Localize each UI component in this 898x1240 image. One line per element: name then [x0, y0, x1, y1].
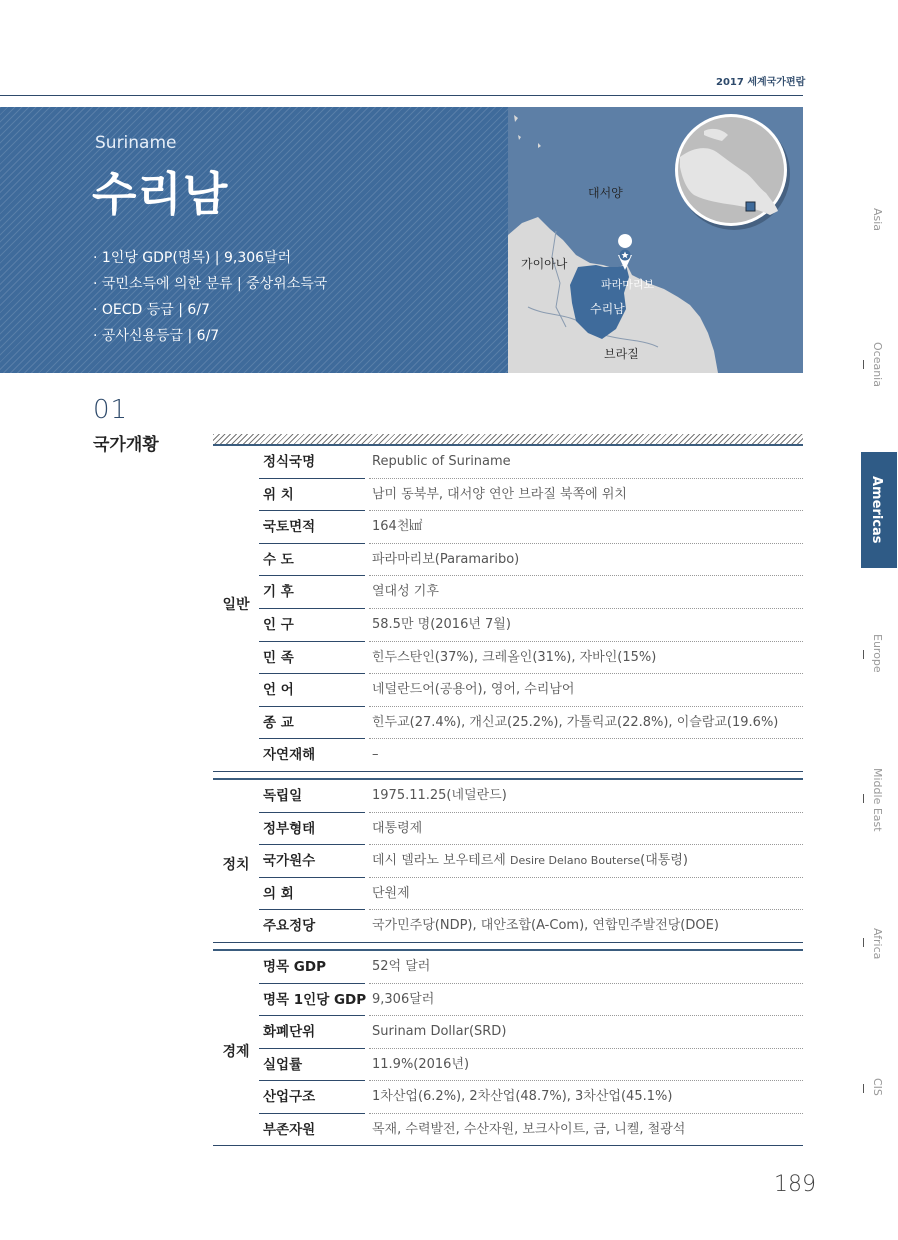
fact-credit-grade: · 공사신용등급 | 6/7 [93, 328, 220, 344]
table-row [259, 1081, 803, 1114]
table-row [259, 1049, 803, 1082]
side-tab-americas[interactable]: Americas [861, 452, 897, 568]
section-title: 국가개황 [93, 435, 159, 455]
row-label: 정식국명 [263, 454, 316, 470]
row-value: 9,306달러 [372, 991, 435, 1007]
fact-income-class: · 국민소득에 의한 분류 | 중상위소득국 [93, 276, 328, 292]
row-value: 목재, 수력발전, 수산자원, 보크사이트, 금, 니켈, 철광석 [372, 1121, 686, 1137]
table-row [259, 609, 803, 642]
row-label: 국토면적 [263, 519, 316, 536]
row-label: 화폐단위 [263, 1024, 316, 1041]
side-tab-africa[interactable]: Africa [861, 928, 897, 968]
row-value: 파라마리보(Paramaribo) [372, 551, 520, 567]
map-label-guyana: 가이아나 [521, 257, 568, 271]
row-label: 명목 1인당 GDP [263, 991, 367, 1008]
row-label: 인 구 [263, 616, 294, 633]
row-label: 산업구조 [263, 1089, 316, 1106]
table-row [259, 576, 803, 609]
group-label-general: 일반 [222, 597, 250, 613]
side-tab-middle-east[interactable]: Middle East [861, 768, 897, 838]
row-label: 수 도 [263, 551, 294, 568]
location-map [508, 107, 803, 373]
page-number: 189 [774, 1172, 816, 1197]
row-label: 정부형태 [263, 820, 316, 837]
row-value: Surinam Dollar(SRD) [372, 1024, 507, 1040]
row-label: 자연재해 [263, 747, 316, 764]
table-row [259, 984, 803, 1017]
row-label: 위 치 [263, 486, 294, 503]
table-row [259, 446, 803, 479]
group-general [213, 444, 803, 772]
row-value: 1차산업(6.2%), 2차산업(48.7%), 3차산업(45.1%) [372, 1089, 673, 1105]
row-label: 기 후 [263, 584, 294, 601]
row-label: 언 어 [263, 682, 294, 699]
row-value: 1975.11.25(네덜란드) [372, 787, 507, 803]
side-tab-oceania[interactable]: Oceania [861, 342, 897, 402]
row-label: 주요정당 [263, 918, 316, 935]
table-row [259, 1114, 803, 1147]
table-row [259, 642, 803, 675]
side-tab-europe[interactable]: Europe [861, 634, 897, 684]
fact-oecd-grade: · OECD 등급 | 6/7 [93, 302, 210, 318]
row-value: 데시 델라노 보우테르세 Desire Delano Bouterse(대통령) [372, 853, 688, 869]
row-value: – [372, 747, 379, 763]
side-tab-cis[interactable]: CIS [861, 1078, 897, 1108]
fact-gdp-per-capita: · 1인당 GDP(명목) | 9,306달러 [93, 250, 292, 266]
table-row [259, 780, 803, 813]
row-label: 민 족 [263, 649, 294, 666]
row-value: Republic of Suriname [372, 454, 511, 469]
row-value: 단원제 [372, 885, 410, 901]
row-label: 의 회 [263, 885, 294, 902]
country-name-en: Suriname [95, 133, 177, 153]
row-value: 힌두교(27.4%), 개신교(25.2%), 가톨릭교(22.8%), 이슬람교(19.6%) [372, 714, 779, 730]
table-row [259, 951, 803, 984]
row-value: 국가민주당(NDP), 대안조합(A-Com), 연합민주발전당(DOE) [372, 918, 719, 934]
key-facts [93, 248, 327, 352]
table-row [259, 1016, 803, 1049]
row-value: 52억 달러 [372, 958, 431, 974]
header-divider [0, 95, 803, 96]
row-label: 독립일 [263, 787, 303, 804]
map-label-ocean: 대서양 [588, 186, 623, 200]
table-row [259, 910, 803, 943]
row-label: 명목 GDP [263, 958, 326, 975]
row-value: 네덜란드어(공용어), 영어, 수리남어 [372, 682, 575, 698]
group-label-politics: 정치 [222, 856, 250, 873]
row-value: 164천㎢ [372, 519, 423, 535]
overview-table [213, 444, 803, 1146]
row-value: 남미 동북부, 대서양 연안 브라질 북쪽에 위치 [372, 486, 627, 502]
country-name-ko: 수리남 [92, 167, 229, 221]
table-row [259, 544, 803, 577]
table-row [259, 707, 803, 740]
map-label-capital: 파라마리보 [601, 278, 655, 291]
table-row [259, 479, 803, 512]
map-label-brazil: 브라질 [604, 347, 639, 361]
row-value: 58.5만 명(2016년 7월) [372, 616, 511, 632]
publication-title: 2017 세계국가편람 [716, 77, 806, 88]
row-value: 열대성 기후 [372, 584, 439, 600]
table-row [259, 813, 803, 846]
map-label-country: 수리남 [590, 302, 625, 316]
section-hatch-bar [213, 434, 803, 444]
side-tab-asia[interactable]: Asia [871, 208, 884, 232]
row-label: 실업률 [263, 1056, 303, 1073]
row-value: 대통령제 [372, 820, 423, 836]
section-number: 01 [93, 395, 129, 425]
table-row [259, 739, 803, 772]
table-row [259, 878, 803, 911]
row-label: 국가원수 [263, 853, 316, 870]
group-label-economy: 경제 [222, 1043, 250, 1060]
row-label: 종 교 [263, 714, 294, 731]
table-row [259, 511, 803, 544]
table-row [259, 845, 803, 878]
group-economy [213, 949, 803, 1147]
row-value: 11.9%(2016년) [372, 1056, 470, 1072]
table-row [259, 674, 803, 707]
group-politics [213, 778, 803, 943]
row-value: 힌두스탄인(37%), 크레올인(31%), 자바인(15%) [372, 649, 657, 665]
row-label: 부존자원 [263, 1121, 316, 1138]
